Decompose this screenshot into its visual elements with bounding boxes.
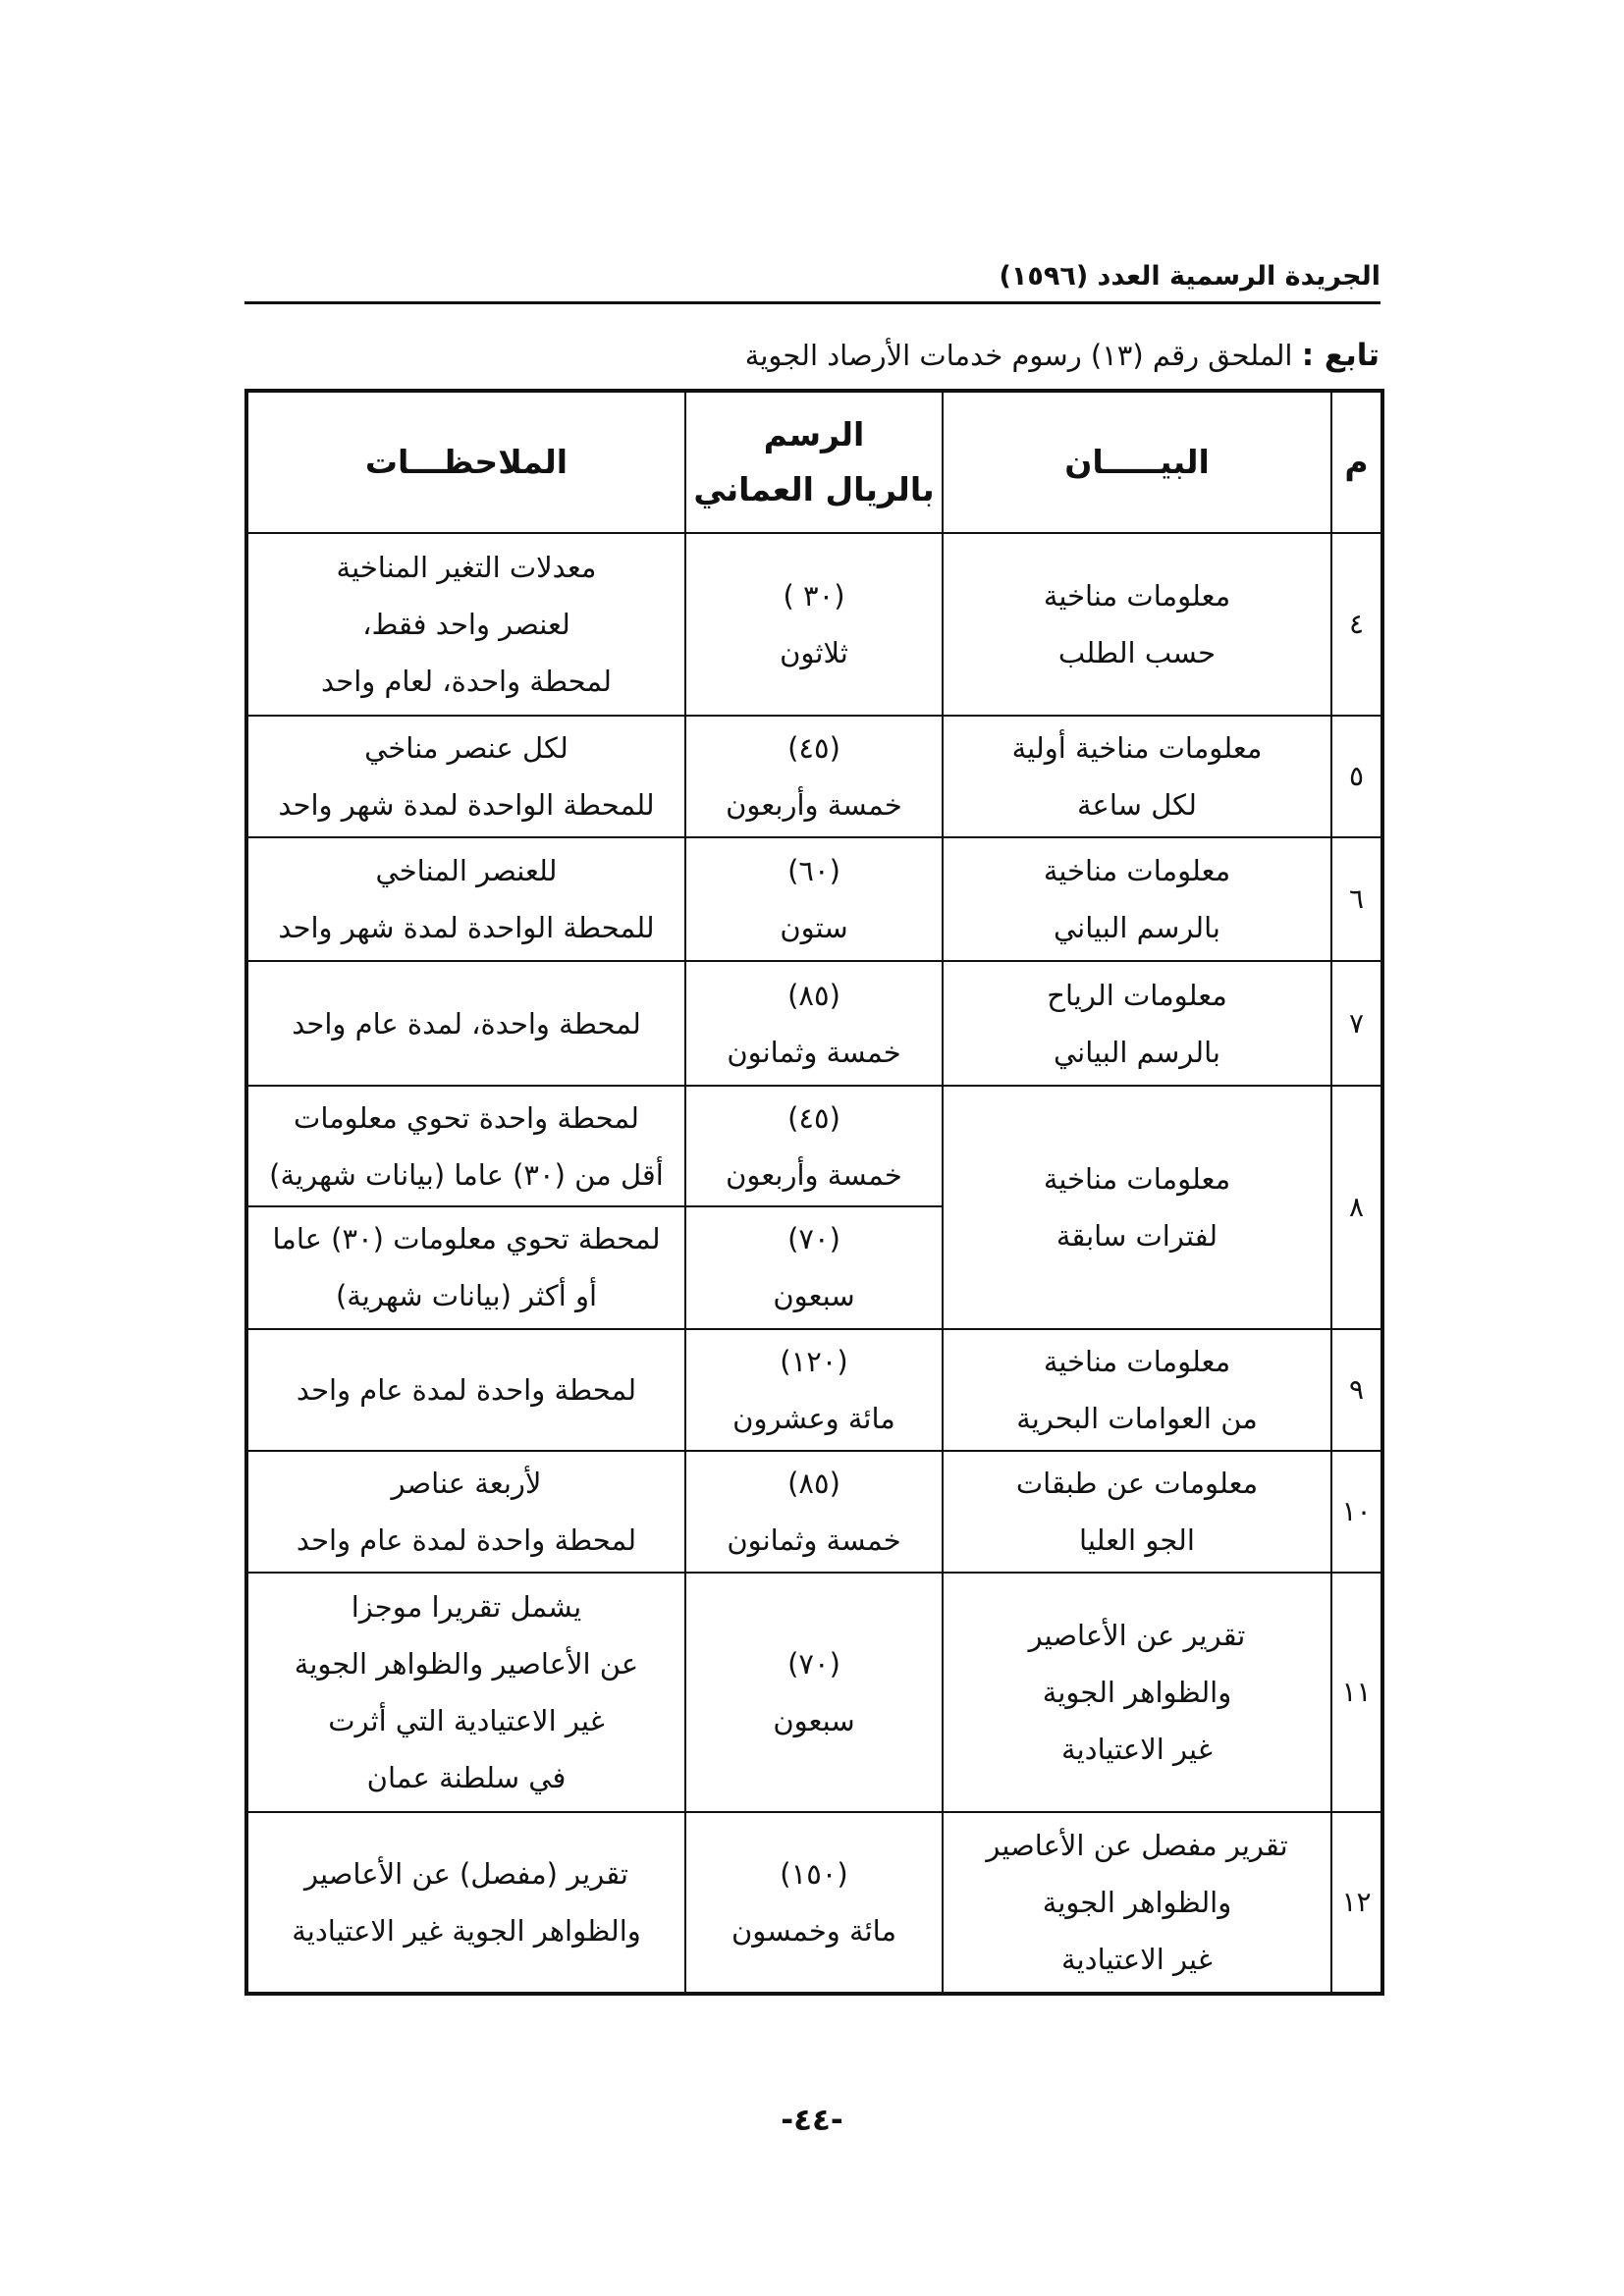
row-number: ٥ [1331, 716, 1382, 837]
row-number: ٩ [1331, 1329, 1382, 1451]
notes-line: لمحطة واحدة تحوي معلومات [294, 1100, 639, 1135]
notes-line: تقرير (مفصل) عن الأعاصير [304, 1857, 628, 1892]
fee-amount: (٣٠ ) [783, 578, 845, 613]
fee-amount: (٨٥) [787, 1467, 840, 1501]
fee-amount: (٧٠) [787, 1222, 840, 1256]
row-number: ٦ [1331, 837, 1382, 961]
column-header-fee-line: بالريال العماني [693, 470, 935, 508]
page-number: -٤٤- [781, 2103, 843, 2138]
row-number: ٤ [1331, 533, 1382, 716]
fee-words: خمسة وأربعون [726, 1157, 902, 1192]
statement-cell [943, 1812, 1331, 1994]
fee-amount: (١٥٠) [780, 1857, 848, 1892]
fee-words: سبعون [773, 1704, 855, 1738]
statement-cell [943, 1329, 1331, 1451]
notes-line: لمحطة واحدة لمدة عام واحد [296, 1372, 637, 1407]
statement-line: معلومات مناخية [1043, 854, 1231, 888]
notes-cell [246, 1086, 685, 1206]
fee-amount: (٤٥) [787, 1100, 840, 1135]
statement-cell [943, 1573, 1331, 1812]
gazette-header [244, 257, 1380, 304]
notes-line: لأربعة عناصر [391, 1467, 542, 1501]
fee-cell [685, 716, 943, 837]
notes-line: للمحطة الواحدة لمدة شهر واحد [278, 787, 655, 822]
notes-line: لمحطة تحوي معلومات (٣٠) عاما [272, 1222, 661, 1256]
statement-cell [943, 1086, 1331, 1329]
notes-line: أقل من (٣٠) عاما (بيانات شهرية) [269, 1157, 664, 1192]
column-header-m: م [1331, 391, 1382, 533]
annex-title [745, 334, 1380, 377]
notes-line: لمحطة واحدة لمدة عام واحد [296, 1523, 637, 1558]
fee-amount: (٨٥) [787, 978, 840, 1012]
fee-words: ثلاثون [780, 635, 848, 669]
notes-cell [246, 961, 685, 1085]
table-row [246, 837, 1382, 961]
annex-title-text: الملحق رقم (١٣) رسوم خدمات الأرصاد الجوية [744, 339, 1293, 372]
notes-line: لمحطة واحدة، لمدة عام واحد [292, 1006, 641, 1041]
notes-cell [246, 1206, 685, 1328]
statement-line: والظواهر الجوية [1042, 1676, 1232, 1710]
statement-line: تقرير مفصل عن الأعاصير [986, 1829, 1288, 1863]
notes-line: للمحطة الواحدة لمدة شهر واحد [278, 911, 655, 945]
annex-title-lead: تابع : [1301, 338, 1380, 373]
table-row [246, 1812, 1382, 1994]
statement-cell [943, 533, 1331, 716]
statement-line: معلومات مناخية [1043, 578, 1231, 613]
column-header-fee-line: الرسم [763, 415, 865, 454]
statement-line: لفترات سابقة [1056, 1218, 1218, 1253]
fee-cell [685, 1329, 943, 1451]
statement-line: غير الاعتيادية [1061, 1943, 1213, 1977]
table-row [246, 1329, 1382, 1451]
statement-line: تقرير عن الأعاصير [1028, 1619, 1246, 1653]
statement-line: بالرسم البياني [1053, 911, 1221, 945]
fee-words: ستون [780, 911, 848, 945]
statement-line: الجو العليا [1079, 1523, 1195, 1558]
statement-line: غير الاعتيادية [1061, 1733, 1213, 1767]
column-header-notes: الملاحظـــات [246, 391, 685, 533]
fee-words: خمسة وثمانون [727, 1523, 901, 1558]
fee-words: سبعون [773, 1279, 855, 1313]
statement-line: من العوامات البحرية [1016, 1401, 1258, 1435]
statement-cell [943, 961, 1331, 1085]
notes-line: غير الاعتيادية التي أثرت [328, 1704, 605, 1738]
statement-cell [943, 716, 1331, 837]
notes-cell [246, 1573, 685, 1812]
fee-cell [685, 1451, 943, 1573]
gazette-header-title: الجريدة الرسمية العدد (١٥٩٦) [999, 261, 1380, 292]
notes-line: يشمل تقريرا موجزا [351, 1590, 582, 1625]
row-number: ١٢ [1331, 1812, 1382, 1994]
notes-line: والظواهر الجوية غير الاعتيادية [292, 1914, 641, 1949]
statement-line: والظواهر الجوية [1042, 1886, 1232, 1920]
statement-line: معلومات عن طبقات [1015, 1467, 1259, 1501]
notes-cell [246, 1329, 685, 1451]
fee-words: مائة وعشرون [732, 1401, 895, 1435]
table-row [246, 1086, 1382, 1206]
fee-amount: (٦٠) [787, 854, 840, 888]
column-header-fee [685, 391, 943, 533]
row-number: ٧ [1331, 961, 1382, 1085]
table-header-row [246, 391, 1382, 533]
fee-words: مائة وخمسون [731, 1914, 897, 1949]
statement-line: حسب الطلب [1057, 635, 1217, 669]
statement-line: معلومات الرياح [1047, 978, 1227, 1012]
statement-cell [943, 837, 1331, 961]
fee-cell [685, 533, 943, 716]
fee-amount: (٧٠) [787, 1647, 840, 1682]
statement-line: معلومات مناخية [1043, 1161, 1231, 1196]
notes-cell [246, 837, 685, 961]
notes-line: معدلات التغير المناخية [336, 550, 597, 584]
column-header-statement: البيـــــان [943, 391, 1331, 533]
table-row [246, 961, 1382, 1085]
fee-amount: (٤٥) [787, 730, 840, 765]
row-number: ١١ [1331, 1573, 1382, 1812]
table-row [246, 1573, 1382, 1812]
notes-line: لعنصر واحد فقط، [362, 607, 570, 641]
fee-cell [685, 1086, 943, 1206]
fee-cell [685, 1573, 943, 1812]
statement-cell [943, 1451, 1331, 1573]
fees-table [244, 389, 1384, 1996]
table-row [246, 1451, 1382, 1573]
row-number: ١٠ [1331, 1451, 1382, 1573]
statement-line: لكل ساعة [1076, 787, 1198, 822]
fee-cell [685, 1812, 943, 1994]
notes-line: عن الأعاصير والظواهر الجوية [294, 1647, 639, 1682]
table-row [246, 533, 1382, 716]
fee-cell [685, 1206, 943, 1328]
fee-cell [685, 961, 943, 1085]
fee-cell [685, 837, 943, 961]
notes-cell [246, 716, 685, 837]
fee-amount: (١٢٠) [780, 1344, 848, 1378]
notes-line: للعنصر المناخي [375, 854, 558, 888]
notes-line: لمحطة واحدة، لعام واحد [321, 664, 612, 698]
statement-line: معلومات مناخية أولية [1011, 730, 1263, 765]
fee-words: خمسة وأربعون [726, 787, 902, 822]
notes-line: في سلطنة عمان [366, 1761, 567, 1795]
row-number: ٨ [1331, 1086, 1382, 1329]
notes-cell [246, 1812, 685, 1994]
notes-line: أو أكثر (بيانات شهرية) [335, 1279, 598, 1313]
notes-line: لكل عنصر مناخي [364, 730, 568, 765]
notes-cell [246, 1451, 685, 1573]
statement-line: بالرسم البياني [1053, 1035, 1221, 1069]
statement-line: معلومات مناخية [1043, 1344, 1231, 1378]
table-row [246, 716, 1382, 837]
fee-words: خمسة وثمانون [727, 1035, 901, 1069]
notes-cell [246, 533, 685, 716]
